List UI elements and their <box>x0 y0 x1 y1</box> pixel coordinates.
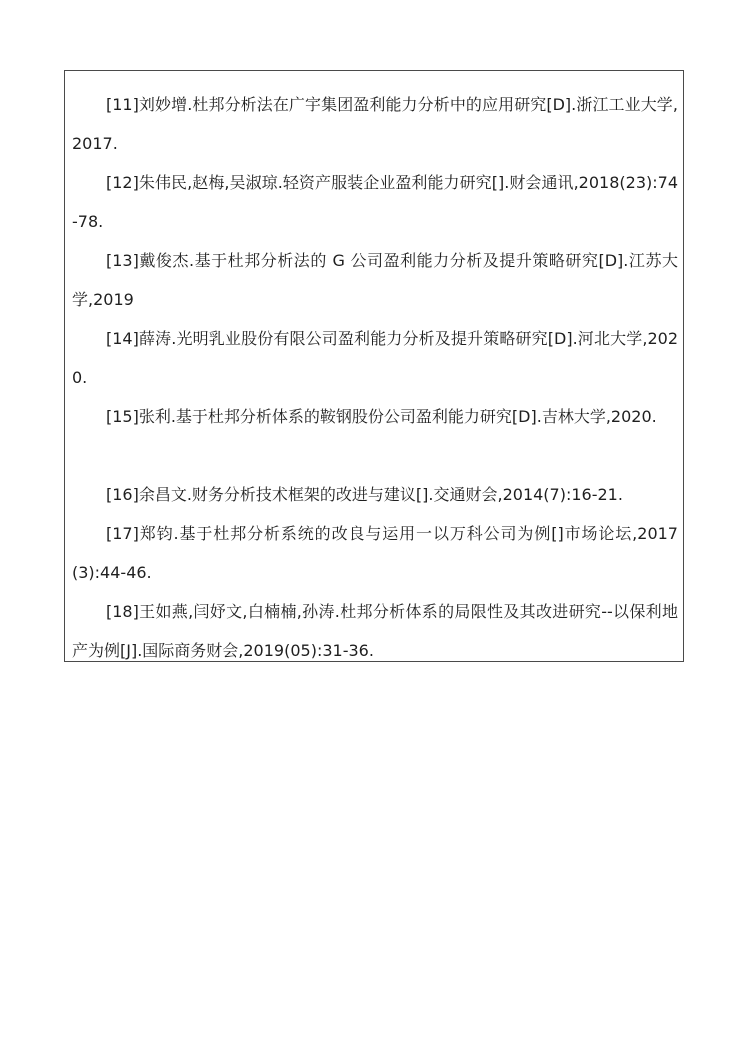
reference-list <box>72 85 678 670</box>
reference-item-17: [17]郑钧.基于杜邦分析系统的改良与运用一以万科公司为例[]市场论坛,2017(3):44-46. <box>72 524 678 582</box>
reference-item-16: [16]余昌文.财务分析技术框架的改进与建议[].交通财会,2014(7):16-21. <box>106 485 623 504</box>
references-box <box>64 70 684 662</box>
reference-item-12: [12]朱伟民,赵梅,吴淑琼.轻资产服装企业盈利能力研究[].财会通讯,2018(23):74-78. <box>72 173 678 231</box>
reference-item-18: [18]王如燕,闫妤文,白楠楠,孙涛.杜邦分析体系的局限性及其改进研究--以保利地产为例[J].国际商务财会,2019(05):31-36. <box>72 602 678 660</box>
reference-item-14: [14]薛涛.光明乳业股份有限公司盈利能力分析及提升策略研究[D].河北大学,2020. <box>72 329 678 387</box>
reference-item-15: [15]张利.基于杜邦分析体系的鞍钢股份公司盈利能力研究[D].吉林大学,2020. <box>106 407 657 426</box>
reference-item-13: [13]戴俊杰.基于杜邦分析法的 G 公司盈利能力分析及提升策略研究[D].江苏大学,2019 <box>72 251 678 309</box>
reference-item-11: [11]刘妙增.杜邦分析法在广宇集团盈利能力分析中的应用研究[D].浙江工业大学,2017. <box>72 95 678 153</box>
